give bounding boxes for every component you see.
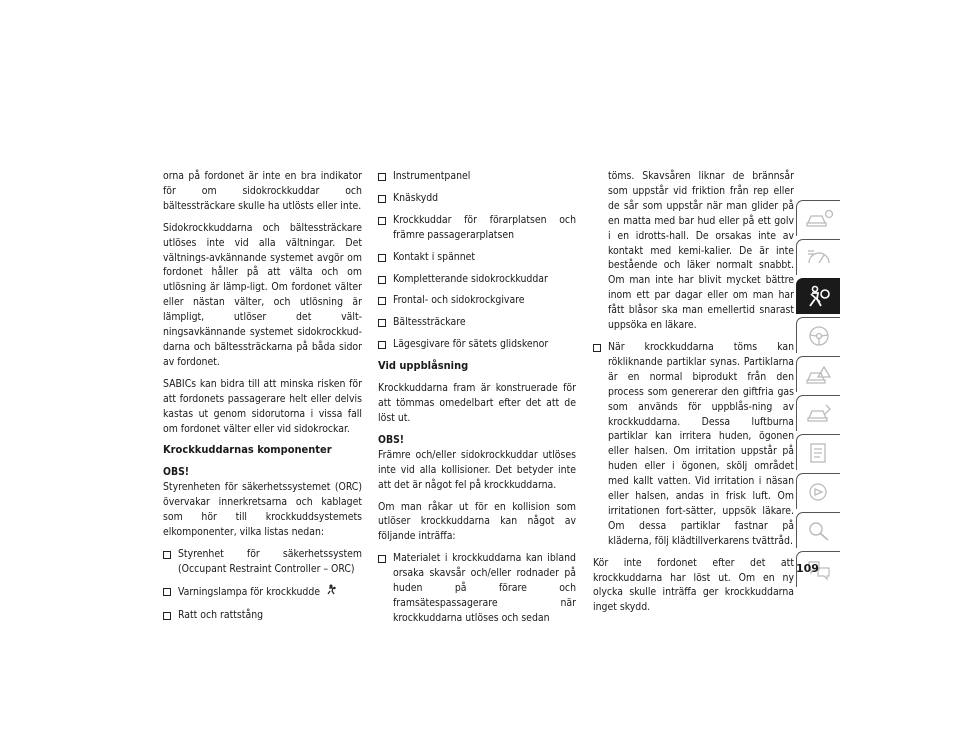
list-item-text: Kontakt i spännet	[393, 250, 476, 263]
component-list	[163, 547, 362, 623]
page-number: 109	[796, 562, 819, 575]
tab-airbag-safety[interactable]	[796, 278, 840, 314]
paragraph: orna på fordonet är inte en bra indikator för om sidokrockkuddar och bältessträckare skulle ha utlösts eller inte.	[163, 170, 362, 212]
paragraph: Krockkuddarna fram är konstruerade för att tömmas omedelbart efter det att de löst ut.	[378, 382, 576, 424]
tab-car-emergency[interactable]	[796, 356, 840, 392]
checkbox-bullet-icon	[378, 195, 386, 203]
tab-car-info[interactable]	[796, 200, 840, 236]
checkbox-bullet-icon	[163, 551, 171, 559]
list-item	[593, 340, 794, 549]
multimedia-icon	[804, 480, 834, 504]
list-item-text: Knäskydd	[393, 191, 439, 204]
car-emergency-icon	[804, 363, 834, 387]
note	[163, 465, 362, 540]
list-item	[378, 293, 576, 308]
effects-list	[378, 551, 576, 626]
car-service-icon	[804, 402, 834, 426]
list-item-text: Styrenhet för säkerhetssystem (Occupant Restraint Controller – ORC)	[178, 547, 362, 575]
column-2	[378, 169, 576, 633]
section-heading: Vid uppblåsning	[378, 359, 469, 373]
list-item	[378, 272, 576, 287]
list-item	[163, 584, 362, 601]
list-item-text: Ratt och rattstång	[178, 608, 264, 621]
checkbox-bullet-icon	[378, 254, 386, 262]
list-item-text: Frontal- och sidokrockgivare	[393, 294, 525, 307]
paragraph: Kör inte fordonet efter det att krockkuddarna har löst ut. Om en ny olycka skulle inträffa ger krockkuddarna inget skydd.	[593, 556, 794, 614]
paragraph: SABICs kan bidra till att minska risken för att fordonets passagerare helt eller delvis kastas ut genom sidorutorna i vissa fall om fordonet välter eller vid sidokrockar.	[163, 377, 362, 435]
checkbox-bullet-icon	[378, 555, 386, 563]
checkbox-bullet-icon	[378, 297, 386, 305]
checkbox-bullet-icon	[378, 173, 386, 181]
airbag-warning-icon	[323, 587, 336, 598]
note-label: OBS!	[163, 466, 190, 479]
checkbox-bullet-icon	[593, 344, 601, 352]
checkbox-bullet-icon	[163, 612, 171, 620]
list-item	[378, 337, 576, 352]
tab-search-index[interactable]	[796, 512, 840, 548]
note	[378, 433, 576, 493]
chapter-tabs-sidebar	[796, 200, 841, 590]
list-item-text: Varningslampa för krockkudde	[178, 585, 321, 598]
section-heading: Krockkuddarnas komponenter	[163, 443, 332, 457]
steering-wheel-icon	[804, 324, 834, 348]
list-item-text: Materialet i krockkuddarna kan ibland orsaka skavsår och/eller rodnader på huden på förare och framsätespassagerare när krockkuddarna utlöses och sedan	[393, 552, 576, 624]
list-item	[378, 315, 576, 330]
list-item	[163, 547, 362, 577]
list-item	[378, 191, 576, 206]
specifications-icon	[804, 441, 834, 465]
component-list-continued	[378, 169, 576, 352]
list-item	[378, 551, 576, 626]
tab-car-service[interactable]	[796, 395, 840, 431]
checkbox-bullet-icon	[378, 319, 386, 327]
tab-multimedia[interactable]	[796, 473, 840, 509]
airbag-safety-icon	[804, 285, 834, 309]
car-info-icon	[804, 207, 834, 231]
effects-list-continued	[593, 340, 794, 549]
list-item-text: När krockkuddarna töms kan rökliknande partiklar synas. Partiklarna är en normal biprodukt från den process som genererar den giftfria gas som används för uppblås-ning av krockkuddarna. Dessa luftburna partiklar kan irritera huden, ögonen eller halsen. Om irritation uppstår på huden eller i ögonen, skölj området med kallt vatten. Vid irritation i näsan eller halsen, andas in frisk luft. Om irritationen fort-sätter, uppsök läkare. Om dessa partiklar fastnar på kläderna, följ klädtillverkarens tvättråd.	[608, 340, 794, 547]
tab-steering[interactable]	[796, 317, 840, 353]
tab-dashboard-warning[interactable]	[796, 239, 840, 275]
list-item-text: Kompletterande sidokrockkuddar	[393, 272, 548, 285]
checkbox-bullet-icon	[163, 588, 171, 596]
list-item	[378, 169, 576, 184]
note-text: Främre och/eller sidokrockkuddar utlöses inte vid alla kollisioner. Det betyder inte att det är något fel på krockkuddarna.	[378, 448, 576, 491]
checkbox-bullet-icon	[378, 341, 386, 349]
list-item-text: Krockkuddar för förarplatsen och främre passagerarplatsen	[393, 213, 576, 241]
list-item	[163, 608, 362, 623]
checkbox-bullet-icon	[378, 217, 386, 225]
note-label: OBS!	[378, 433, 405, 446]
paragraph: Om man råkar ut för en kollision som utlöser krockkuddarna kan något av följande inträffa:	[378, 500, 576, 543]
search-index-icon	[804, 519, 834, 543]
tab-specifications[interactable]	[796, 434, 840, 470]
checkbox-bullet-icon	[378, 276, 386, 284]
note-text: Styrenheten för säkerhetssystemet (ORC) övervakar innerkretsarna och kablaget som hör till krockkuddsystemets elkomponenter, vilka listas nedan:	[163, 481, 362, 539]
list-item-continuation: töms. Skavsåren liknar de brännsår som uppstår vid friktion från rep eller de sår som uppstår när man glider på en matta med bar hud eller på ett golv i en idrotts-hall. De orsakas inte av kontakt med kemi-kalier. De är inte bestående och läker normalt snabbt. Om man inte har blivit mycket bättre inom ett par dagar eller om man har fått blåsor ska man emellertid snarast uppsöka en läkare.	[608, 170, 794, 332]
column-1	[163, 169, 362, 630]
list-item	[378, 250, 576, 265]
dashboard-warning-icon	[804, 246, 834, 270]
list-item-text: Lägesgivare för sätets glidskenor	[393, 338, 549, 351]
list-item-text: Bältessträckare	[393, 316, 466, 329]
paragraph: Sidokrockkuddarna och bältessträckare utlöses inte vid alla vältningar. Det vältnings-avkännande systemet avgör om fordonet håller på att välta och om utlösning är lämp-ligt. Om fordonet välter eller nästan välter, och utlösning är lämpligt, utlöser det vält-ningsavkännande systemet sidokrockkud-darna och bältessträckarna på båda sidor av fordonet.	[163, 221, 362, 368]
column-3	[593, 169, 794, 622]
list-item	[378, 213, 576, 243]
list-item-text: Instrumentpanel	[393, 170, 471, 182]
